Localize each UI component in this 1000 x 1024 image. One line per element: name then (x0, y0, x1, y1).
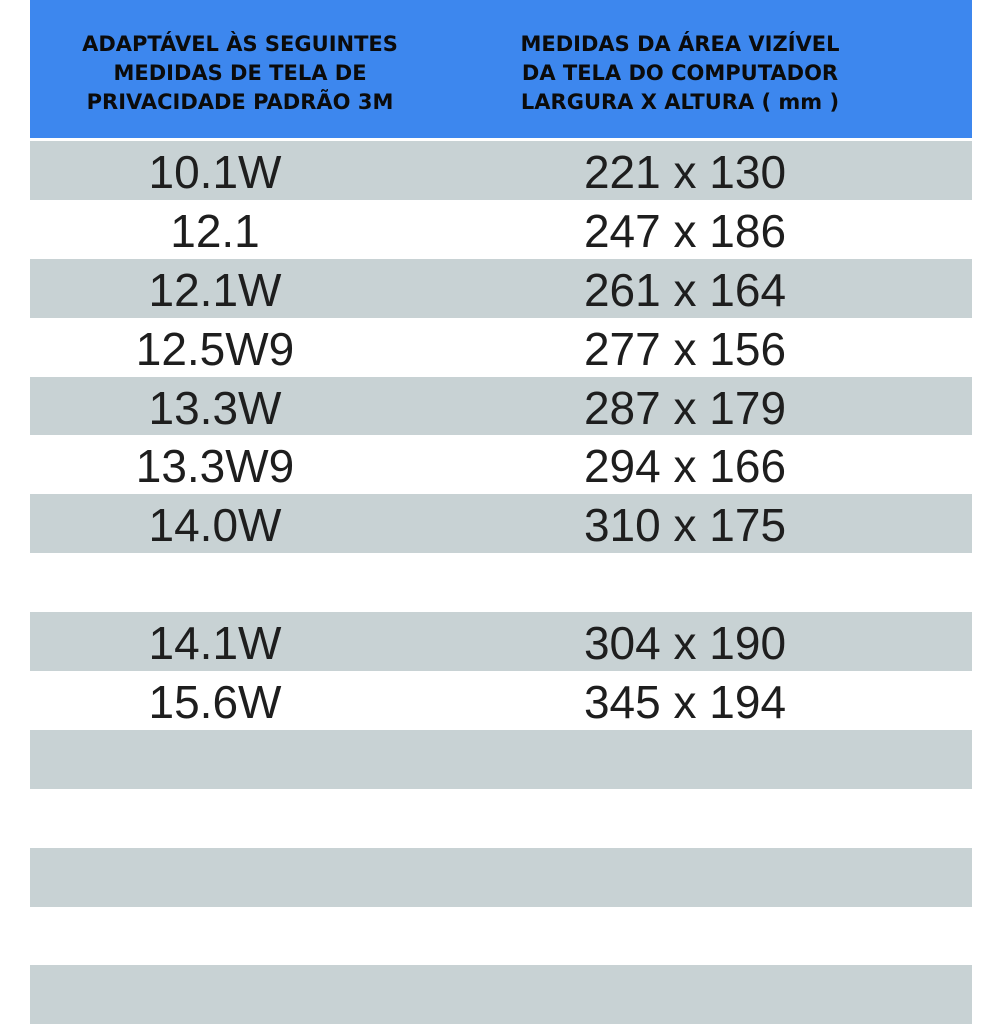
screen-size-cell: 12.1W (148, 263, 282, 316)
table-row (30, 553, 972, 612)
table-row (30, 671, 972, 730)
dimensions-cell: 277 x 156 (583, 322, 787, 375)
table-row (30, 141, 972, 200)
dimensions-cell: 345 x 194 (583, 676, 787, 729)
screen-size-cell (100, 965, 330, 1024)
dimensions-cell (550, 730, 820, 789)
screen-size-cell: 13.3W9 (135, 440, 295, 493)
screen-size-cell: 10.1W (148, 146, 282, 198)
dimensions-cell: 221 x 130 (583, 146, 787, 198)
screen-size-cell (100, 553, 330, 612)
table-row (30, 435, 972, 494)
dimensions-cell: 261 x 164 (583, 263, 787, 316)
table-row (30, 612, 972, 671)
table-row (30, 318, 972, 377)
table-row (30, 907, 972, 966)
screen-size-cell: 12.5W9 (135, 322, 295, 375)
dimensions-cell: 287 x 179 (583, 381, 787, 434)
screen-size-cell (100, 730, 330, 789)
table-row (30, 377, 972, 436)
header-compatible-sizes: ADAPTÁVEL ÀS SEGUINTES MEDIDAS DE TELA DE PRIVACIDADE PADRÃO 3M (82, 32, 398, 114)
dimensions-cell: 310 x 175 (583, 499, 787, 552)
table-row (30, 730, 972, 789)
dimensions-cell: 304 x 190 (583, 617, 787, 670)
header-visible-area-dimensions: MEDIDAS DA ÁREA VIZÍVEL DA TELA DO COMPUTADOR LARGURA X ALTURA ( mm ) (520, 32, 840, 114)
dimensions-cell: 294 x 166 (583, 440, 787, 493)
table-row (30, 494, 972, 553)
screen-size-cell: 13.3W (148, 381, 282, 434)
screen-size-cell (100, 789, 330, 848)
dimensions-cell: 247 x 186 (583, 204, 787, 257)
screen-size-cell: 14.1W (148, 617, 282, 670)
screen-size-cell: 12.1 (170, 204, 260, 257)
table-body (30, 141, 972, 1024)
screen-size-cell (100, 907, 330, 966)
dimensions-cell (550, 553, 820, 612)
screen-size-cell (100, 848, 330, 907)
table-row (30, 259, 972, 318)
screen-size-cell: 15.6W (148, 676, 282, 729)
table-row (30, 200, 972, 259)
table-header (30, 0, 972, 138)
dimensions-cell (550, 965, 820, 1024)
table-row (30, 965, 972, 1024)
screen-size-table (30, 0, 972, 1000)
table-row (30, 789, 972, 848)
table-row (30, 848, 972, 907)
dimensions-cell (550, 789, 820, 848)
dimensions-cell (550, 848, 820, 907)
screen-size-cell: 14.0W (148, 499, 282, 552)
dimensions-cell (550, 907, 820, 966)
